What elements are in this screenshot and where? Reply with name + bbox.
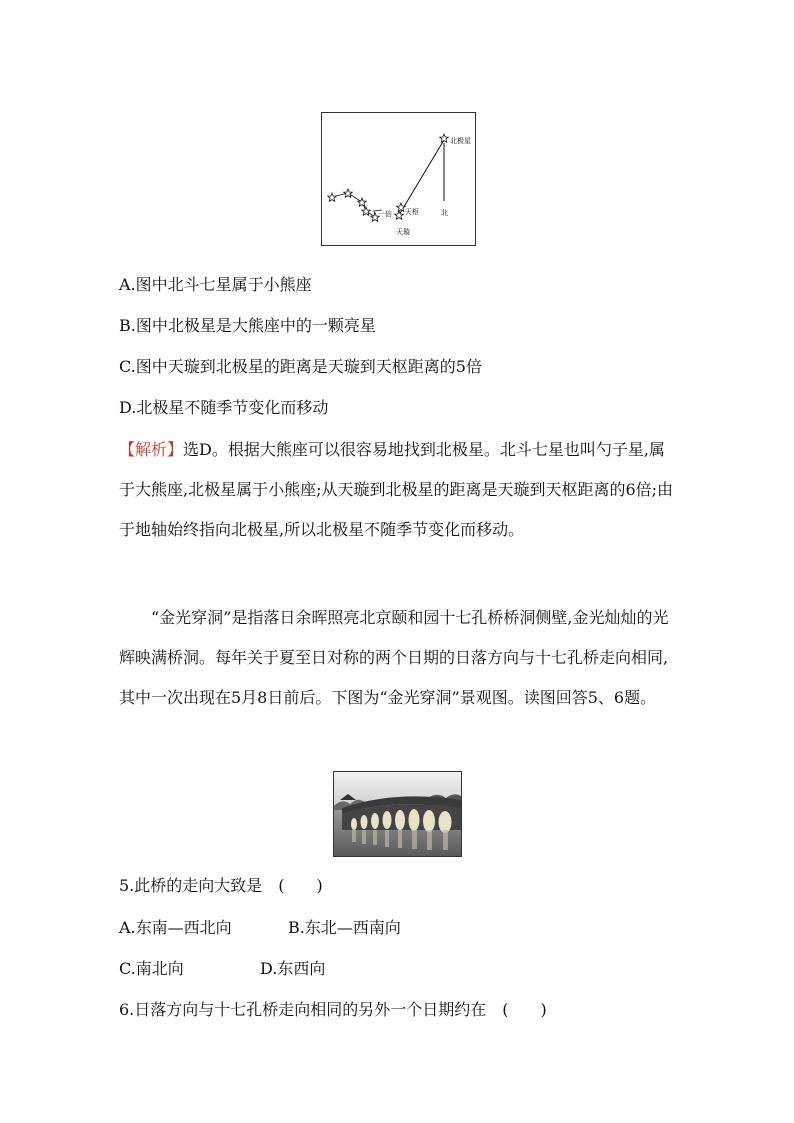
bridge-photo-svg bbox=[334, 772, 461, 856]
tianshu-star-icon bbox=[397, 203, 406, 211]
passage-paragraph: “金光穿洞”是指落日余晖照亮北京颐和园十七孔桥桥洞侧壁,金光灿灿的光辉映满桥洞。每年关于夏至日对称的两个日期的日落方向与十七孔桥走向相同,其中一次出现在5月8日前后。下图为“金光穿洞”景观图。读图回答5、6题。 bbox=[119, 608, 669, 707]
bridge-photo bbox=[333, 771, 462, 857]
star-icon bbox=[328, 193, 337, 201]
big-dipper-svg bbox=[322, 113, 475, 245]
q5-option-a: A.东南—西北向 bbox=[119, 918, 232, 937]
star-icon bbox=[344, 189, 353, 197]
polaris-star-icon bbox=[440, 134, 449, 142]
star-icon bbox=[358, 198, 367, 206]
q5-option-d: D.东西向 bbox=[260, 959, 326, 978]
star-icon bbox=[362, 207, 371, 215]
q4-option-b: B.图中北极星是大熊座中的一颗亮星 bbox=[119, 316, 376, 335]
q4-option-c: C.图中天璇到北极星的距离是天璇到天枢距离的5倍 bbox=[119, 357, 482, 376]
analysis-paragraph bbox=[119, 430, 679, 550]
polaris-label: 北极星 bbox=[450, 137, 471, 145]
q4-option-a: A.图中北斗七星属于小熊座 bbox=[119, 275, 312, 294]
analysis-text: 选D。根据大熊座可以很容易地找到北极星。北斗七星也叫勺子星,属于大熊座,北极星属于小熊座;从天璇到北极星的距离是天璇到天枢距离的6倍;由于地轴始终指向北极星,所以北极星不随季节变化而移动。 bbox=[119, 440, 674, 539]
q6-stem: 6.日落方向与十七孔桥走向相同的另外一个日期约在 ( ) bbox=[119, 1000, 547, 1019]
q5-stem: 5.此桥的走向大致是 ( ) bbox=[119, 876, 323, 895]
north-label: 北 bbox=[441, 209, 448, 217]
tianxuan-label: 天璇 bbox=[396, 228, 410, 236]
q5-option-c: C.南北向 bbox=[119, 959, 184, 978]
tianshu-label: 天枢 bbox=[405, 208, 419, 216]
one-times-label: 一倍 bbox=[378, 210, 392, 218]
tianxuan-polaris-line bbox=[399, 140, 444, 215]
big-dipper-diagram bbox=[321, 112, 476, 246]
q4-option-d: D.北极星不随季节变化而移动 bbox=[119, 398, 329, 417]
q5-option-b: B.东北—西南向 bbox=[288, 918, 401, 937]
analysis-tag: 【解析】 bbox=[119, 440, 184, 459]
tianxuan-star-icon bbox=[395, 211, 404, 219]
